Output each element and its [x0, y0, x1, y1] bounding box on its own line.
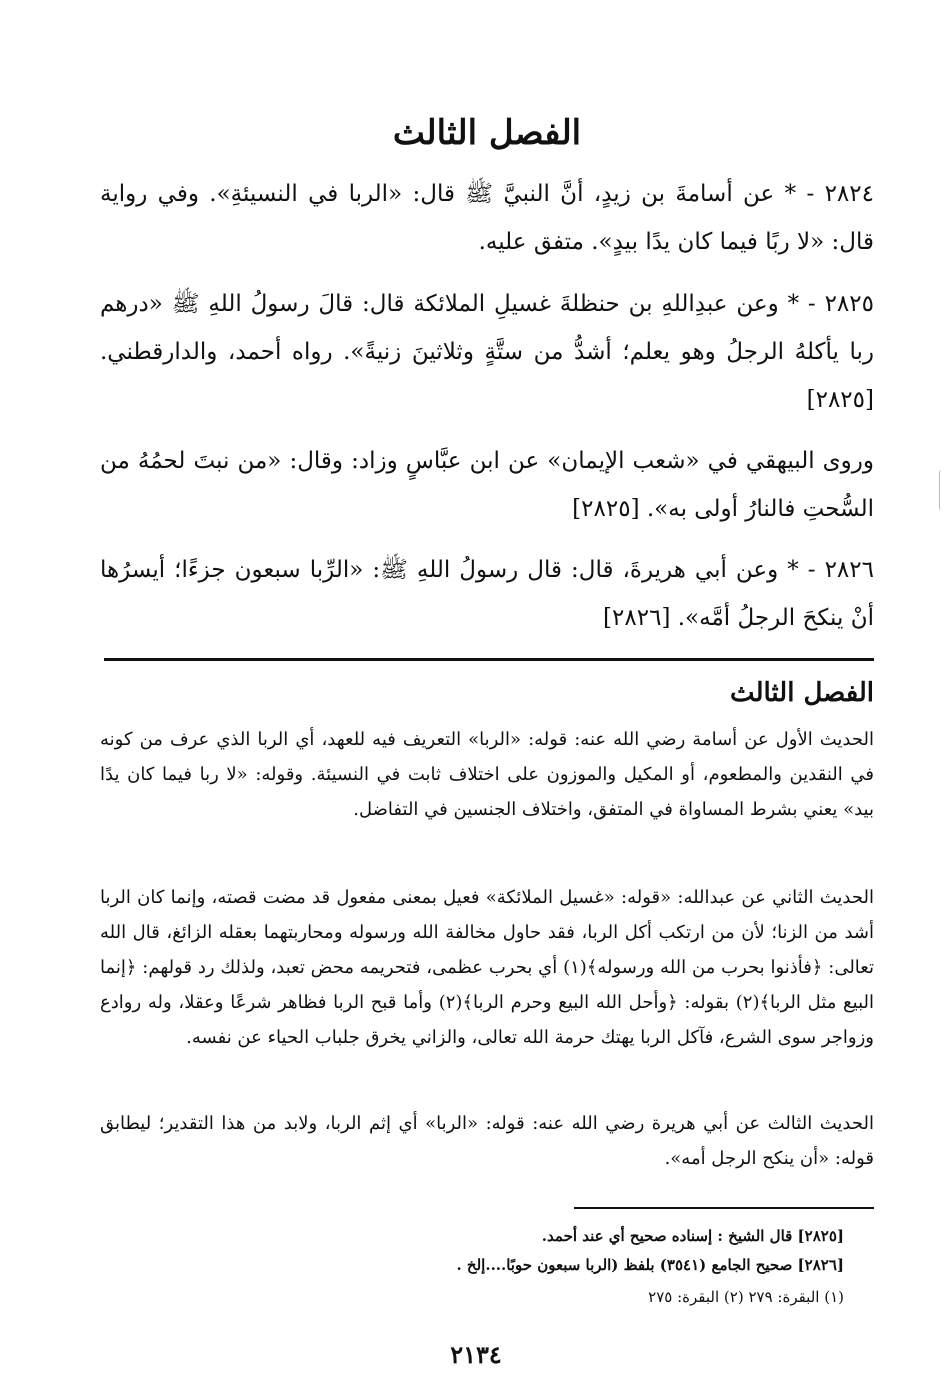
section-title: الفصل الثالث: [392, 113, 582, 153]
hadith-2824: ٢٨٢٤ - * عن أسامةَ بن زيدٍ، أنَّ النبيَّ ﷺ قال: «الربا في النسيئةِ». وفي رواية قال: «لا ربًا فيما كان يدًا بيدٍ». متفق عليه.: [100, 181, 874, 255]
hadith-2825: ٢٨٢٥ - * وعن عبدِاللهِ بن حنظلةَ غسيلِ الملائكة قال: قالَ رسولُ اللهِ ﷺ «درهم ربا يأكلهُ الرجلُ وهو يعلم؛ أشدُّ من ستَّةٍ وثلاثينَ زنيةً». رواه أحمد، والدارقطني. [٢٨٢٥]: [100, 291, 874, 413]
footnote-2825: [٢٨٢٥] قال الشيخ : إسناده صحيح أي عند أحمد.: [541, 1227, 844, 1245]
footnote-quran-refs: (١) البقرة: ٢٧٩ (٢) البقرة: ٢٧٥: [648, 1288, 844, 1306]
commentary-paragraph-2: الحديث الثاني عن عبدالله: «قوله: «غسيل الملائكة» فعيل بمعنى مفعول قد مضت قصته، وإنما كان الربا أشد من الزنا؛ لأن من ارتكب أكل الربا، فقد حاول مخالفة الله ورسوله ومحاربتهما بعقله الزائغ، قال الله تعالى: ﴿فأذنوا بحرب من الله ورسوله﴾(١) أي بحرب عظمى، فتحريمه محض تعبد، ولذلك رد قولهم: ﴿إنما البيع مثل الربا﴾(٢) بقوله: ﴿وأحل الله البيع وحرم الربا﴾(٢) وأما قبح الربا فظاهر شرعًا وعقلا، وله روادع وزواجر سوى الشرع، فآكل الربا يهتك حرمة الله تعالى، والزاني يخرق جلباب الحياء عن نفسه.: [100, 887, 874, 1048]
footnote-divider: [574, 1207, 874, 1209]
section-divider: [104, 658, 874, 661]
margin-mark: [939, 470, 944, 510]
commentary-paragraph-3: الحديث الثالث عن أبي هريرة رضي الله عنه: قوله: «الربا» أي إثم الربا، ولابد من هذا التقدير؛ ليطابق قوله: «أن ينكح الرجل أمه».: [100, 1113, 874, 1169]
commentary-title: الفصل الثالث: [730, 678, 874, 708]
commentary-paragraph-1: الحديث الأول عن أسامة رضي الله عنه: قوله: «الربا» التعريف فيه للعهد، أي الربا الذي عرف من كونه في النقدين والمطعوم، أو المكيل والموزون على اختلاف ثابت في النسيئة. وقوله: «لا ربا فيما كان يدًا بيد» يعني بشرط المساواة في المتفق، واختلاف الجنسين في التفاضل.: [100, 729, 874, 820]
hadith-2825-bayhaqi: وروى البيهقي في «شعب الإيمان» عن ابن عبَّاسٍ وزاد: وقال: «من نبتَ لحمُهُ من السُّحتِ فالنارُ أولى به». [٢٨٢٥]: [100, 448, 874, 522]
hadith-2826: ٢٨٢٦ - * وعن أبي هريرةَ، قال: قال رسولُ اللهِ ﷺ: «الرِّبا سبعون جزءًا؛ أيسرُها أنْ ينكحَ الرجلُ أمَّه». [٢٨٢٦]: [100, 557, 874, 631]
page-number: ٢١٣٤: [450, 1340, 502, 1369]
footnote-2826: [٢٨٢٦] صحيح الجامع (٣٥٤١) بلفظ (الربا سبعون حوبًا....إلخ .: [456, 1256, 844, 1274]
